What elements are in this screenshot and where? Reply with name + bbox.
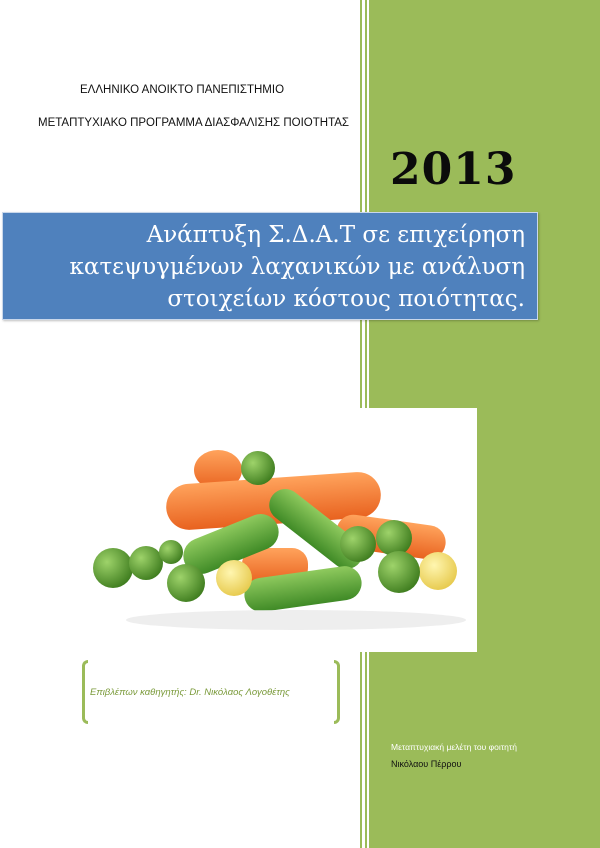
corn-kernel [216, 560, 252, 596]
year-label: 2013 [390, 144, 517, 195]
title-line: Ανάπτυξη Σ.Δ.Α.Τ σε επιχείρηση [146, 222, 525, 248]
vegetables-illustration [66, 408, 477, 652]
corn-kernel [419, 552, 457, 590]
pea [241, 451, 275, 485]
pea [376, 520, 412, 556]
pea [129, 546, 163, 580]
document-title [70, 219, 525, 315]
pea [378, 551, 420, 593]
pea [167, 564, 205, 602]
bracket-right [334, 660, 340, 724]
pea [159, 540, 183, 564]
title-line: κατεψυγμένων λαχανικών με ανάλυση [69, 254, 525, 280]
pea [340, 526, 376, 562]
student-name: Νικόλαου Πέρρου [391, 759, 462, 769]
title-line: στοιχείων κόστους ποιότητας. [167, 286, 525, 312]
shadow [126, 610, 466, 630]
university-name: ΕΛΛΗΝΙΚΟ ΑΝΟΙΚΤΟ ΠΑΝΕΠΙΣΤΗΜΙΟ [80, 84, 285, 96]
supervisor-text: Επιβλέπων καθηγητής: Dr. Νικόλαος Λογοθέτης [90, 687, 290, 698]
supervisor-box [82, 660, 340, 724]
program-name: ΜΕΤΑΠΤΥΧΙΑΚΟ ΠΡΟΓΡΑΜΜΑ ΔΙΑΣΦΑΛΙΣΗΣ ΠΟΙΟΤΗΤΑΣ [38, 117, 350, 129]
bracket-left [82, 660, 88, 724]
title-box [2, 212, 538, 320]
student-label: Μεταπτυχιακή μελέτη του φοιτητή [391, 742, 517, 752]
vegetables-photo [66, 408, 477, 652]
pea [93, 548, 133, 588]
